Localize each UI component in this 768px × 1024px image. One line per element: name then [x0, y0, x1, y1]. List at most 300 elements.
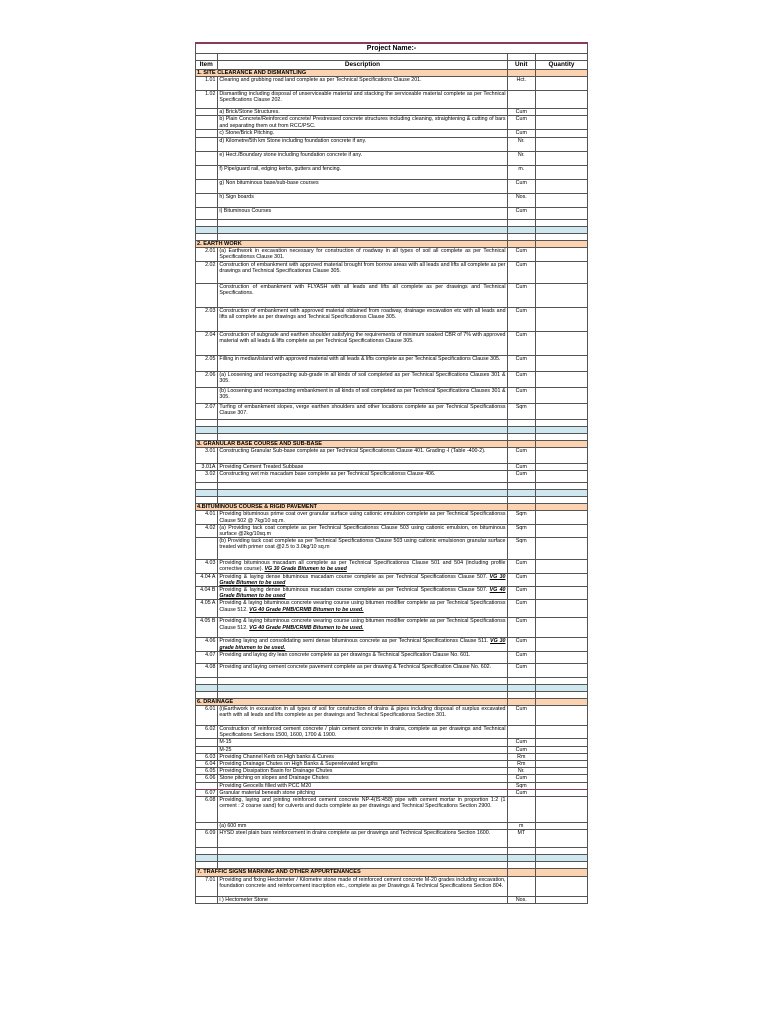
- item-quantity: [536, 307, 588, 331]
- item-number: [196, 137, 218, 151]
- item-quantity: [536, 761, 588, 768]
- item-unit: Cum: [507, 355, 536, 371]
- section-empty-cell: [536, 240, 588, 247]
- item-number: [196, 283, 218, 307]
- section-header-row: [196, 70, 588, 77]
- empty-cell: [536, 855, 588, 862]
- item-row: [196, 706, 588, 726]
- item-description: [218, 651, 507, 663]
- item-quantity: [536, 355, 588, 371]
- separator-row: [196, 226, 588, 233]
- item-number: 2.07: [196, 403, 218, 419]
- item-row: [196, 283, 588, 307]
- section-empty-cell: [507, 440, 536, 447]
- description-text: (a) Loosening and recompacting sub-grade in all kinds of soil completed as per Technical Specifications Clauses 301 & 305.: [219, 371, 506, 385]
- empty-cell: [507, 226, 536, 233]
- description-text: Providing bituminous macadam all complete as per Technical Specificationss Clause 501 and 504 (including profile corrective course).: [219, 560, 506, 573]
- description-text: d) Kilometre/5th km Stone including foundation concrete if any.: [219, 137, 367, 144]
- item-description: [218, 789, 507, 796]
- item-unit: Cum: [507, 651, 536, 663]
- item-unit: Sqm: [507, 782, 536, 789]
- item-number: [196, 387, 218, 403]
- item-unit: Cum: [507, 775, 536, 782]
- empty-cell: [507, 677, 536, 684]
- separator-row: [196, 684, 588, 691]
- item-description: [218, 307, 507, 331]
- section-empty-cell: [536, 440, 588, 447]
- item-unit: Cum: [507, 739, 536, 746]
- item-row: [196, 538, 588, 560]
- empty-cell: [196, 490, 218, 497]
- item-row: [196, 448, 588, 464]
- item-row: [196, 739, 588, 746]
- item-unit: Cum: [507, 116, 536, 130]
- empty-cell: [507, 419, 536, 426]
- item-description: [218, 137, 507, 151]
- item-number: 6.02: [196, 726, 218, 739]
- item-unit: Nr.: [507, 151, 536, 165]
- description-text: Constructing wet mix macadam base complete as per Technical Specificationss Clause 406.: [219, 471, 436, 478]
- item-number: 4.05 A: [196, 600, 218, 618]
- item-description: [218, 663, 507, 677]
- item-row: [196, 573, 588, 586]
- empty-cell: [218, 426, 507, 433]
- description-text: g) Non bituminous base/sub-base courses: [219, 179, 319, 186]
- blank-row: [196, 691, 588, 698]
- empty-cell: [536, 677, 588, 684]
- header-item: Item: [196, 61, 218, 70]
- item-unit: Nos.: [507, 193, 536, 207]
- item-unit: [507, 797, 536, 823]
- item-quantity: [536, 739, 588, 746]
- item-row: [196, 307, 588, 331]
- item-unit: Nr.: [507, 137, 536, 151]
- item-row: [196, 109, 588, 116]
- item-description: [218, 261, 507, 283]
- item-description: [218, 77, 507, 91]
- item-description: [218, 464, 507, 471]
- description-text: (a) Providing tack coat complete as per Technical Specificationss Clause 503 using cationic emulsion, on bituminous surface @2kg/10sq.m: [219, 524, 506, 538]
- item-description: [218, 600, 507, 618]
- blank-row: [196, 483, 588, 490]
- item-quantity: [536, 823, 588, 830]
- item-number: 4.04 B: [196, 587, 218, 600]
- boq-sheet: [195, 42, 588, 904]
- description-text: M-25: [219, 746, 232, 753]
- item-unit: Cum: [507, 573, 536, 586]
- item-row: [196, 355, 588, 371]
- item-description: [218, 618, 507, 638]
- item-unit: Cum: [507, 371, 536, 387]
- item-row: [196, 823, 588, 830]
- item-row: [196, 789, 588, 796]
- section-empty-cell: [536, 698, 588, 705]
- item-description: [218, 193, 507, 207]
- item-row: [196, 663, 588, 677]
- description-text: (b) Providing tack coat complete as per Technical Specificationss Clause 503 using cationic emulsionon granular surface treated with primer coat @2.5 to 3.0kg/10 sq.m: [219, 538, 506, 551]
- description-text: b) Plain Concrete/Reinforced concrete/ Prestressed concrete structures including cleaning, straightening & cutting of bars and separating them out from RCC/PSC.: [219, 116, 506, 129]
- item-number: 4.06: [196, 638, 218, 651]
- item-unit: MT: [507, 830, 536, 848]
- item-row: [196, 876, 588, 896]
- item-unit: Cum: [507, 307, 536, 331]
- item-row: [196, 896, 588, 903]
- description-text: i ) Hectometer Stone: [219, 896, 268, 903]
- item-description: [218, 573, 507, 586]
- description-text: (i)Earthwork in excavation in all types of soil for construction of drains & pipes including disposal of surplus excavated earth with all leads and lifts complete as per drawings and Technical Specificationss Section 301.: [219, 706, 506, 719]
- section-header-row: [196, 698, 588, 705]
- item-unit: Cum: [507, 471, 536, 483]
- item-number: [196, 179, 218, 193]
- item-quantity: [536, 560, 588, 573]
- item-description: [218, 207, 507, 219]
- blank-row: [196, 862, 588, 869]
- item-quantity: [536, 448, 588, 464]
- item-number: 3.01A: [196, 464, 218, 471]
- item-quantity: [536, 573, 588, 586]
- item-number: 6.05: [196, 768, 218, 775]
- description-text: h) Sign boards: [219, 193, 254, 200]
- empty-cell: [196, 848, 218, 855]
- item-description: [218, 283, 507, 307]
- item-quantity: [536, 109, 588, 116]
- item-quantity: [536, 789, 588, 796]
- empty-cell: [507, 233, 536, 240]
- empty-cell: [196, 855, 218, 862]
- item-unit: Sqm: [507, 524, 536, 537]
- item-unit: Cum: [507, 448, 536, 464]
- item-quantity: [536, 511, 588, 524]
- item-row: [196, 782, 588, 789]
- item-row: [196, 137, 588, 151]
- empty-cell: [507, 684, 536, 691]
- empty-cell: [536, 848, 588, 855]
- item-quantity: [536, 775, 588, 782]
- item-quantity: [536, 403, 588, 419]
- title-row: [196, 43, 588, 54]
- bitumen-grade-note: VG 40 Grade Bitumen to be used: [219, 587, 506, 600]
- description-text: (b) Loosening and recompacting embankment in all kinds of soil completed as per Technical Specifications Clauses 301 & 305.: [219, 387, 506, 401]
- section-header-row: [196, 504, 588, 511]
- empty-cell: [218, 691, 507, 698]
- item-number: 6.01: [196, 706, 218, 726]
- item-quantity: [536, 130, 588, 137]
- bitumen-grade-note: VG 40 Grade PMB/CRMB Bitumen to be used.: [249, 624, 364, 631]
- description-text: M-15: [219, 739, 232, 746]
- item-unit: Cum: [507, 600, 536, 618]
- item-row: [196, 471, 588, 483]
- description-text: Constructing Granular Sub-base complete as per Technical Specificationss Clause 401. Grading -I (Table -400-2).: [219, 448, 486, 455]
- item-row: [196, 247, 588, 261]
- item-quantity: [536, 618, 588, 638]
- section-header-row: [196, 240, 588, 247]
- item-unit: [507, 876, 536, 896]
- item-row: [196, 600, 588, 618]
- item-number: 2.03: [196, 307, 218, 331]
- item-quantity: [536, 797, 588, 823]
- item-number: 4.07: [196, 651, 218, 663]
- item-description: [218, 130, 507, 137]
- section-empty-cell: [536, 869, 588, 876]
- empty-cell: [196, 219, 218, 226]
- header-quantity: Quantity: [536, 61, 588, 70]
- header-unit: Unit: [507, 61, 536, 70]
- item-quantity: [536, 464, 588, 471]
- item-row: [196, 387, 588, 403]
- item-unit: Cum: [507, 179, 536, 193]
- description-text: Filling in median/island with approved material with all leads & lifts complete as per Technical Specifications Clause 305.: [219, 355, 501, 362]
- empty-cell: [536, 426, 588, 433]
- item-unit: Cum: [507, 331, 536, 355]
- item-quantity: [536, 137, 588, 151]
- blank-row: [196, 419, 588, 426]
- section-header-row: [196, 869, 588, 876]
- item-number: [196, 109, 218, 116]
- item-description: [218, 165, 507, 179]
- item-number: [196, 116, 218, 130]
- item-unit: m: [507, 823, 536, 830]
- section-empty-cell: [507, 240, 536, 247]
- empty-cell: [507, 490, 536, 497]
- item-description: [218, 109, 507, 116]
- item-unit: [507, 91, 536, 109]
- description-text: Providing and laying cement concrete pavement complete as per drawing & Technical Specification Clause No. 602.: [219, 663, 492, 670]
- empty-cell: [196, 691, 218, 698]
- empty-cell: [196, 226, 218, 233]
- item-description: [218, 896, 507, 903]
- description-text: HYSD steel plain bars reinforcement in drains complete as per drawings and Technical Specifications Section 1600.: [219, 830, 491, 837]
- empty-cell: [218, 497, 507, 504]
- description-text: Providing laying and consolidating semi dense bituminous concrete as per Technical Specificationss Clause 511.: [219, 638, 489, 645]
- boq-table: [195, 42, 588, 904]
- item-number: 4.02: [196, 524, 218, 537]
- item-row: [196, 77, 588, 91]
- item-row: [196, 403, 588, 419]
- empty-cell: [196, 483, 218, 490]
- item-number: 2.05: [196, 355, 218, 371]
- item-unit: Cum: [507, 789, 536, 796]
- bitumen-grade-note: VG 30 Grade Bitumen to be used: [219, 573, 506, 586]
- item-row: [196, 746, 588, 753]
- item-number: 6.06: [196, 775, 218, 782]
- item-number: [196, 782, 218, 789]
- item-description: [218, 753, 507, 760]
- item-unit: Nr.: [507, 768, 536, 775]
- empty-cell: [507, 497, 536, 504]
- empty-cell: [507, 433, 536, 440]
- description-text: Construction of embankment with FLYASH with all leads and lifts all complete as per drawings and Technical Specifications.: [219, 283, 506, 297]
- item-quantity: [536, 706, 588, 726]
- item-number: 2.04: [196, 331, 218, 355]
- item-row: [196, 560, 588, 573]
- blank-row: [196, 677, 588, 684]
- empty-cell: [507, 483, 536, 490]
- description-text: Providing & laying bituminous concrete wearing course using bitumen modifier complete as per Technical Specificationss Clause 512.: [219, 618, 506, 631]
- item-quantity: [536, 782, 588, 789]
- blank-row: [196, 219, 588, 226]
- item-description: [218, 830, 507, 848]
- bitumen-grade-note: VG 30 grade bitumen to be used.: [219, 638, 506, 651]
- item-number: [196, 823, 218, 830]
- bitumen-grade-note: VG 40 Grade PMB/CRMB Bitumen to be used.: [249, 606, 364, 613]
- empty-cell: [507, 691, 536, 698]
- section-title: 3. GRANULAR BASE COURSE AND SUB-BASE: [196, 440, 508, 447]
- item-quantity: [536, 193, 588, 207]
- item-description: [218, 782, 507, 789]
- empty-cell: [218, 855, 507, 862]
- empty-cell: [196, 862, 218, 869]
- item-unit: Cum: [507, 387, 536, 403]
- item-unit: Sqm: [507, 403, 536, 419]
- item-number: [196, 193, 218, 207]
- empty-cell: [196, 497, 218, 504]
- empty-cell: [218, 226, 507, 233]
- item-row: [196, 193, 588, 207]
- item-unit: Sqm: [507, 538, 536, 560]
- item-unit: Cum: [507, 663, 536, 677]
- item-quantity: [536, 726, 588, 739]
- item-number: [196, 130, 218, 137]
- item-row: [196, 797, 588, 823]
- description-text: (a) 600 mm: [219, 823, 247, 830]
- item-number: [196, 538, 218, 560]
- description-text: Providing and laying dry lean concrete complete as per drawings & Technical Specification Clause No. 601.: [219, 651, 471, 658]
- description-text: i) Bituminous Courses: [219, 207, 272, 214]
- item-quantity: [536, 151, 588, 165]
- item-quantity: [536, 651, 588, 663]
- item-number: 1.02: [196, 91, 218, 109]
- item-quantity: [536, 663, 588, 677]
- item-description: [218, 471, 507, 483]
- item-description: [218, 726, 507, 739]
- item-description: [218, 331, 507, 355]
- item-description: [218, 587, 507, 600]
- section-empty-cell: [507, 869, 536, 876]
- item-number: 4.01: [196, 511, 218, 524]
- empty-cell: [218, 490, 507, 497]
- description-text: f) Pipe/guard rail, edging kerbs, gutters and fencing.: [219, 165, 341, 172]
- item-quantity: [536, 768, 588, 775]
- item-number: [196, 207, 218, 219]
- empty-cell: [507, 855, 536, 862]
- item-row: [196, 587, 588, 600]
- description-text: Turfing of embankment slopes, verge earthen shoulders and other locations complete as per Technical Specificationss Clause 307.: [219, 403, 506, 417]
- item-description: [218, 706, 507, 726]
- item-number: 6.03: [196, 753, 218, 760]
- item-quantity: [536, 587, 588, 600]
- item-unit: Cum: [507, 746, 536, 753]
- item-unit: Cum: [507, 109, 536, 116]
- description-text: Construction of reinforced cement concrete / plain cement concrete in drains, complete as per drawings and Technical Specifications Sections 1500, 1600, 1700 & 1900.: [219, 726, 506, 739]
- item-row: [196, 511, 588, 524]
- item-description: [218, 524, 507, 537]
- description-text: Providing & laying dense bituminous macadam course complete as per Technical Specificationss Clause 507.: [219, 573, 488, 580]
- section-title: 1. SITE CLEARANCE AND DISMANTLING: [196, 70, 508, 77]
- empty-cell: [196, 426, 218, 433]
- empty-cell: [218, 848, 507, 855]
- item-description: [218, 179, 507, 193]
- empty-cell: [218, 862, 507, 869]
- item-description: [218, 739, 507, 746]
- blank-row: [196, 233, 588, 240]
- item-quantity: [536, 471, 588, 483]
- item-unit: Cum: [507, 261, 536, 283]
- description-text: Providing bituminous prime coat over granular surface using cationic emulsion complete as per Technical Specificationss Clause 502 @ 7kg/10 sq.m.: [219, 511, 506, 524]
- section-title: 7. TRAFFIC SIGNS MARKING AND OTHER APPURTENANCES: [196, 869, 508, 876]
- description-text: Construction of embankment with approved material brought from borrow areas with all leads and lifts all complete as per drawings and Technical Specificationss Clause 305.: [219, 261, 506, 275]
- section-empty-cell: [507, 70, 536, 77]
- item-row: [196, 651, 588, 663]
- item-number: 4.05 B: [196, 618, 218, 638]
- item-description: [218, 761, 507, 768]
- item-description: [218, 448, 507, 464]
- item-unit: Cum: [507, 587, 536, 600]
- separator-row: [196, 490, 588, 497]
- item-description: [218, 746, 507, 753]
- item-row: [196, 638, 588, 651]
- empty-cell: [218, 677, 507, 684]
- item-number: 3.02: [196, 471, 218, 483]
- item-quantity: [536, 77, 588, 91]
- item-row: [196, 830, 588, 848]
- item-unit: Hct.: [507, 77, 536, 91]
- empty-cell: [536, 691, 588, 698]
- item-description: [218, 511, 507, 524]
- item-row: [196, 371, 588, 387]
- empty-cell: [536, 233, 588, 240]
- section-title: 4.BITUMINOUS COURSE & RIGID PAVEMENT: [196, 504, 508, 511]
- separator-row: [196, 855, 588, 862]
- item-number: 2.02: [196, 261, 218, 283]
- item-row: [196, 179, 588, 193]
- item-description: [218, 876, 507, 896]
- item-unit: Cum: [507, 247, 536, 261]
- item-quantity: [536, 91, 588, 109]
- item-unit: Sqm: [507, 511, 536, 524]
- description-text: Providing Channel Kerb on High banks & Curves: [219, 753, 334, 760]
- item-number: [196, 896, 218, 903]
- section-title: 2. EARTH WORK: [196, 240, 508, 247]
- empty-cell: [218, 233, 507, 240]
- empty-cell: [196, 677, 218, 684]
- item-number: 4.03: [196, 560, 218, 573]
- item-description: [218, 538, 507, 560]
- section-title: 6. DRAINAGE: [196, 698, 508, 705]
- item-row: [196, 116, 588, 130]
- item-description: [218, 560, 507, 573]
- item-unit: Cum: [507, 638, 536, 651]
- item-description: [218, 151, 507, 165]
- empty-cell: [536, 862, 588, 869]
- item-description: [218, 775, 507, 782]
- item-description: [218, 371, 507, 387]
- item-description: [218, 403, 507, 419]
- description-text: Granular material beneath stone pitching: [219, 789, 316, 796]
- empty-cell: [218, 219, 507, 226]
- item-number: 1.01: [196, 77, 218, 91]
- item-unit: Cum: [507, 560, 536, 573]
- item-quantity: [536, 331, 588, 355]
- item-quantity: [536, 165, 588, 179]
- item-number: [196, 746, 218, 753]
- description-text: Construction of embankment with approved material obtained from roadway, drainage excavation etc with all leads and lifts all complete as per drawings and Technical Specificationss Clause 305.: [219, 307, 506, 321]
- item-quantity: [536, 746, 588, 753]
- item-quantity: [536, 116, 588, 130]
- empty-cell: [536, 419, 588, 426]
- item-number: 6.08: [196, 797, 218, 823]
- description-text: Dismantling including disposal of unserviceable material and stacking the serviceable material complete as per Technical Specifications Clause 202.: [219, 91, 506, 104]
- bitumen-grade-note: VG 30 Grade Bitumen to be used: [264, 566, 347, 573]
